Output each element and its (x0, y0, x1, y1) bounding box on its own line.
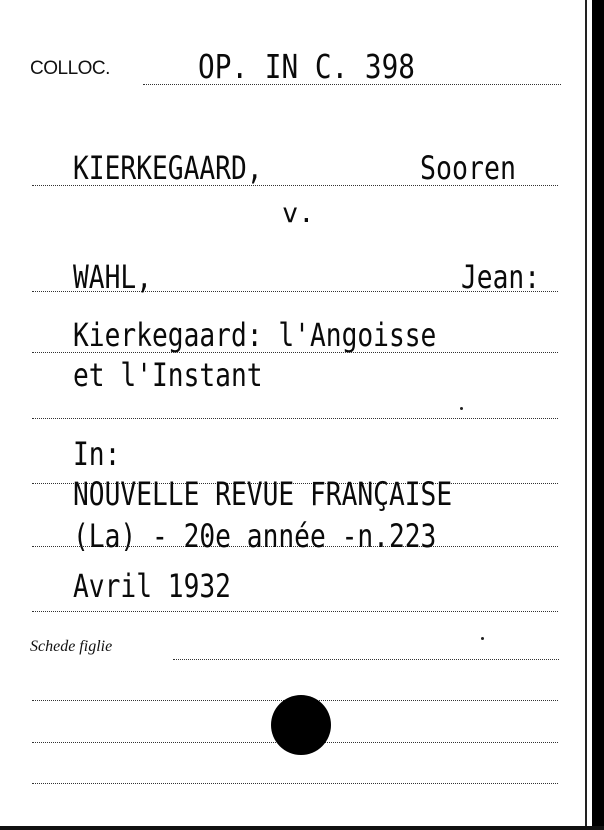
publication-date: Avril 1932 (73, 567, 231, 605)
schede-figlie-label: Schede figlie (30, 638, 113, 655)
journal-line-1: NOUVELLE REVUE FRANÇAISE (73, 475, 453, 513)
card-edge-bottom (0, 826, 604, 830)
blank-dotted-line-3 (32, 783, 558, 784)
reviewer-given-name: Jean: (461, 258, 540, 296)
article-title-line-1: Kierkegaard: l'Angoisse (73, 316, 437, 354)
author-surname: KIERKEGAARD, (73, 149, 263, 187)
punch-hole (271, 695, 331, 755)
journal-line-2: (La) - 20e année -n.223 (73, 517, 437, 555)
in-label: In: (73, 435, 121, 473)
author-given-name: Sooren (420, 149, 516, 187)
date-dotted-line (32, 611, 558, 612)
article-title-line-2: et l'Instant (73, 356, 263, 394)
ink-speck (460, 407, 463, 410)
card-edge-right (592, 0, 604, 830)
versus-marker: v. (282, 198, 315, 229)
shelfmark: OP. IN C. 398 (198, 47, 415, 86)
reviewer-surname: WAHL, (73, 258, 152, 296)
card-edge-line (585, 0, 587, 830)
ink-speck (481, 637, 484, 640)
colloc-label: COLLOC. (30, 58, 110, 79)
schede-dotted-line (173, 659, 559, 660)
title-dotted-line-2 (32, 418, 558, 419)
